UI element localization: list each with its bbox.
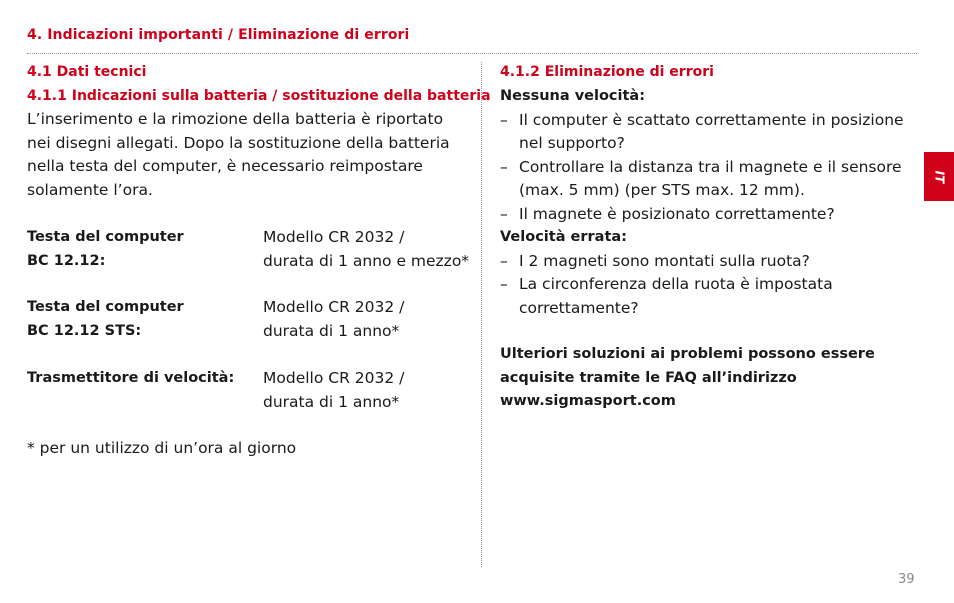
battery-intro xyxy=(27,108,450,202)
item-line: nel supporto? xyxy=(519,134,625,152)
header-divider xyxy=(27,53,917,54)
spec-value-line: Modello CR 2032 / xyxy=(263,298,405,316)
troubleshooting-title: 4.1.2 Eliminazione di errori xyxy=(500,64,714,80)
spec-value-bc1212sts xyxy=(263,296,404,343)
website-link[interactable]: www.sigmasport.com xyxy=(500,393,676,409)
item-line: Il computer è scattato correttamente in posizione xyxy=(519,110,904,129)
dash: – xyxy=(500,204,508,223)
column-divider xyxy=(481,62,482,567)
spec-value-line: Modello CR 2032 / xyxy=(263,228,405,246)
intro-line: nella testa del computer, è necessario reimpostare xyxy=(27,157,423,175)
item-line: La circonferenza della ruota è impostata xyxy=(519,275,833,293)
spec-label-bc1212sts xyxy=(27,296,184,343)
intro-line: L’inserimento e la rimozione della batteria è riportato xyxy=(27,110,444,128)
spec-label-bc1212 xyxy=(27,226,184,273)
item-line: I 2 magneti sono montati sulla ruota? xyxy=(519,251,810,270)
subsection-title: 4.1.1 Indicazioni sulla batteria / sostituzione della batteria xyxy=(27,88,491,104)
item-line: (max. 5 mm) (per STS max. 12 mm). xyxy=(519,181,805,199)
closing-line: Ulteriori soluzioni ai problemi possono essere xyxy=(500,346,875,362)
language-tab xyxy=(924,152,954,201)
intro-line: solamente l’ora. xyxy=(27,180,153,199)
group-heading-no-speed: Nessuna velocità: xyxy=(500,88,646,104)
list-item xyxy=(500,250,910,274)
item-line: Controllare la distanza tra il magnete e il sensore xyxy=(519,157,902,176)
page-header: 4. Indicazioni importanti / Eliminazione di errori xyxy=(27,27,410,43)
spec-label-line: BC 12.12: xyxy=(27,252,106,269)
list-item xyxy=(500,203,910,227)
spec-label-transmitter xyxy=(27,367,234,391)
item-line: Il magnete è posizionato correttamente? xyxy=(519,204,835,223)
list-item xyxy=(500,273,910,320)
list-item xyxy=(500,156,910,203)
spec-label-line: Testa del computer xyxy=(27,229,184,245)
section-title: 4.1 Dati tecnici xyxy=(27,64,147,80)
dash: – xyxy=(500,251,508,270)
spec-value-line: Modello CR 2032 / xyxy=(263,369,405,387)
spec-value-line: durata di 1 anno* xyxy=(263,321,400,340)
closing-note xyxy=(500,343,875,414)
list-item xyxy=(500,109,910,156)
dash: – xyxy=(500,157,508,176)
group-heading-wrong-speed: Velocità errata: xyxy=(500,229,627,245)
intro-line: nei disegni allegati. Dopo la sostituzione della batteria xyxy=(27,133,450,152)
troubleshooting-list xyxy=(500,85,910,320)
item-line: correttamente? xyxy=(519,298,639,317)
footnote: * per un utilizzo di un’ora al giorno xyxy=(27,439,297,457)
spec-value-line: durata di 1 anno e mezzo* xyxy=(263,251,470,270)
language-tab-label: IT xyxy=(932,170,946,183)
dash: – xyxy=(500,275,508,293)
spec-label-line: BC 12.12 STS: xyxy=(27,322,142,339)
closing-line: acquisite tramite le FAQ all’indirizzo xyxy=(500,369,797,386)
spec-label-line: Testa del computer xyxy=(27,299,184,315)
spec-value-line: durata di 1 anno* xyxy=(263,392,400,411)
spec-label-line: Trasmettitore di velocità: xyxy=(27,370,235,386)
spec-value-transmitter xyxy=(263,367,404,414)
spec-value-bc1212 xyxy=(263,226,469,273)
page-number: 39 xyxy=(898,572,915,587)
dash: – xyxy=(500,110,508,129)
